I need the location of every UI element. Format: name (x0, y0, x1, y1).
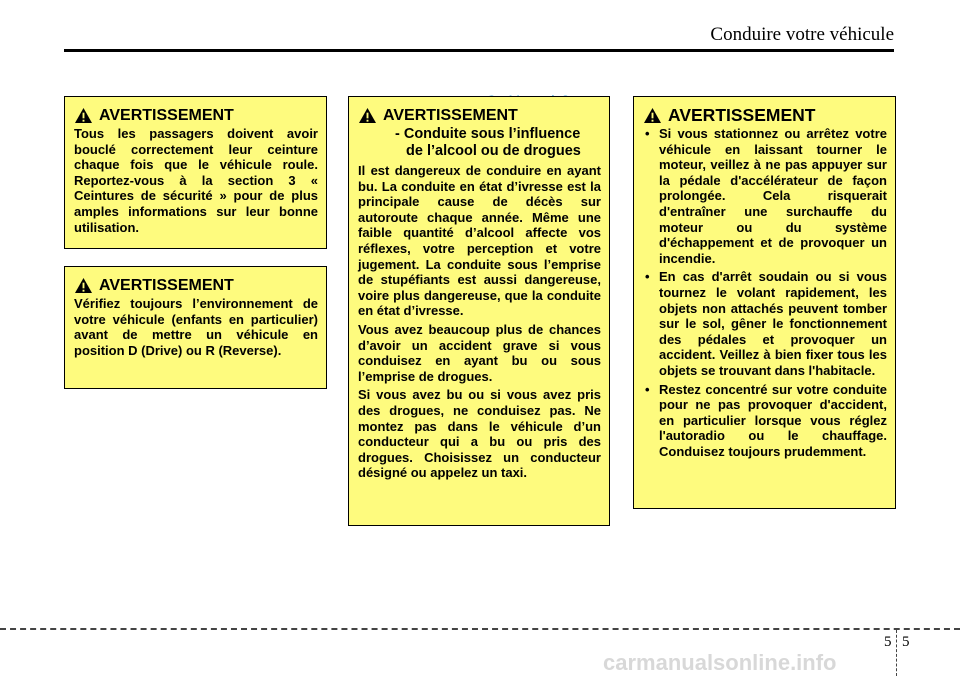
footer-rule (0, 628, 960, 630)
warning-heading: AVERTISSEMENT (358, 107, 601, 124)
warning-paragraph: Vous avez beaucoup plus de chances d’avoir un accident grave si vous conduisez en ayant bu ou sous l’emprise de drogues. (358, 321, 601, 384)
list-item: • En cas d'arrêt soudain ou si vous tournez le volant rapidement, les objets non attachés peuvent tomber sur le sol, gêner le fonctionnement des pédales et provoquer un accident. Veillez à bien fixer tous les objets se trouvant dans l'habitacle. (643, 269, 887, 378)
warning-box-alcohol (348, 96, 610, 526)
warning-paragraph: Si vous avez bu ou si vous avez pris des drogues, ne conduisez pas. Ne montez pas dans le véhicule d’un conducteur qui a bu ou pris des drogues. Choisissez un conducteur désigné ou appelez un taxi. (358, 387, 601, 481)
page-header-title: Conduire votre véhicule (710, 24, 894, 45)
warning-box-passengers (64, 96, 327, 249)
list-item: • Si vous stationnez ou arrêtez votre véhicule en laissant tourner le moteur, veillez à ne pas appuyer sur la pédale d'accélérateur de façon prolongée. Cela risquerait d'entraîner une surchauffe du moteur ou du système d'échappement et de provoquer un incendie. (643, 126, 887, 266)
warning-heading: AVERTISSEMENT (74, 107, 318, 124)
warning-triangle-icon (74, 277, 93, 294)
list-item: • Restez concentré sur votre conduite pour ne pas provoquer d'accident, en particulier lorsque vous réglez l'autoradio ou le chauffage. Conduisez toujours prudemment. (643, 382, 887, 460)
page-number-separator (896, 630, 897, 676)
watermark-bottom: carmanualsonline.info (603, 650, 837, 675)
warning-triangle-icon (358, 107, 377, 124)
warning-box-environment (64, 266, 327, 389)
warning-subheading: - Conduite sous l’influence de l’alcool ou de drogues (395, 126, 581, 159)
header-rule (64, 49, 894, 52)
warning-bullet-list (643, 126, 887, 459)
warning-text: Vérifiez toujours l’environnement de votre véhicule (enfants en particulier) avant de mettre un véhicule en position D (Drive) ou R (Reverse). (74, 296, 318, 358)
warning-heading: AVERTISSEMENT (74, 277, 318, 294)
page-number: 5 (902, 634, 910, 650)
section-number: 5 (884, 634, 892, 650)
warning-box-parking (633, 96, 896, 509)
warning-heading: AVERTISSEMENT (643, 107, 887, 124)
warning-triangle-icon (643, 107, 662, 124)
warning-text: Tous les passagers doivent avoir bouclé correctement leur ceinture chaque fois que le véhicule roule. Reportez-vous à la section 3 « Ceintures de sécurité » pour de plus amples informations sur leur bonne utilisation. (74, 126, 318, 235)
warning-triangle-icon (74, 107, 93, 124)
warning-paragraph: Il est dangereux de conduire en ayant bu. La conduite en état d’ivresse est la principale cause de décès sur autoroute chaque année. Même une faible quantité d’alcool affecte vos réflexes, votre perception et votre jugement. La conduite sous l’emprise de stupéfiants est aussi dangereuse, voire plus dangereuse, que la conduite en état d’ivresse. (358, 163, 601, 319)
